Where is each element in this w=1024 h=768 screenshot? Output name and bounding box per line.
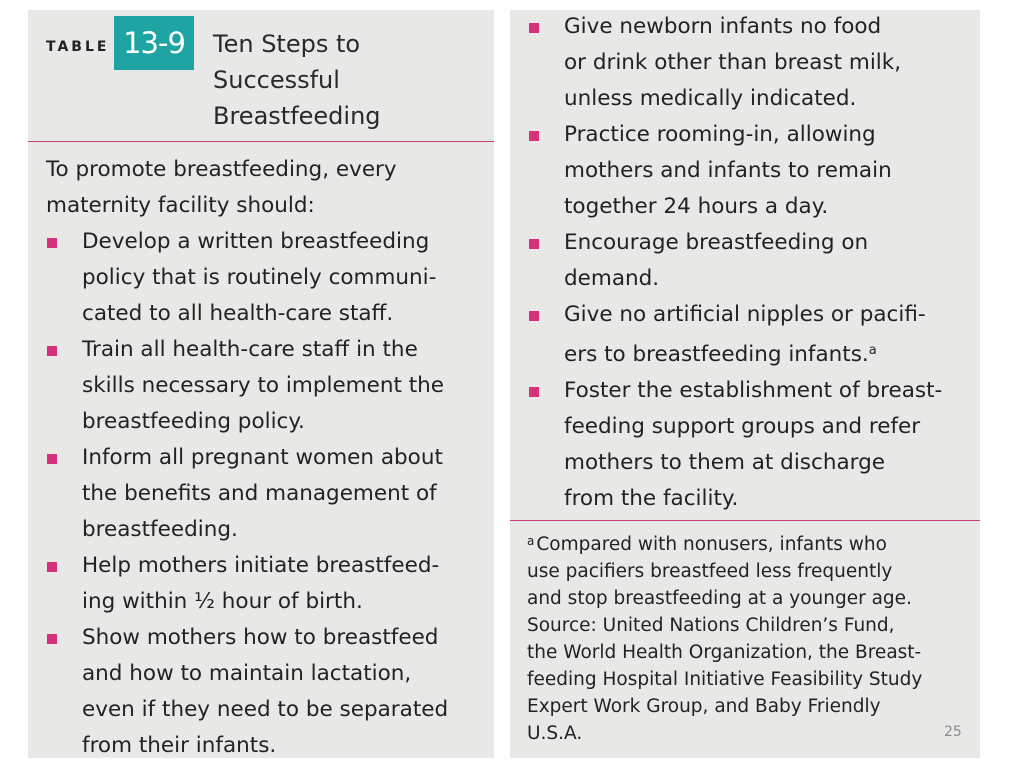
step-line — [82, 728, 448, 764]
step-line — [82, 224, 448, 260]
footnote-line — [527, 720, 922, 747]
footnote-line-text: and stop breastfeeding at a younger age. — [527, 588, 912, 609]
step-line — [82, 656, 448, 692]
footnote-line — [527, 528, 922, 558]
step-line — [82, 296, 448, 332]
table-title-line: Ten Steps to — [213, 30, 361, 58]
step-line-text: unless medically indicated. — [564, 86, 857, 111]
footnote-line-text: Source: United Nations Children’s Fund, — [527, 615, 895, 636]
step-line-text: Give newborn infants no food — [564, 14, 882, 39]
footnote-line-text: Compared with nonusers, infants who — [536, 534, 887, 555]
step-line — [82, 692, 448, 728]
step-line — [82, 260, 448, 296]
step-line — [82, 368, 448, 404]
step-line-text: breastfeeding policy. — [82, 409, 305, 434]
step-line-text: ers to breastfeeding infants. — [564, 342, 869, 367]
step-line — [564, 481, 942, 517]
footnote-line-text: Expert Work Group, and Baby Friendly — [527, 696, 881, 717]
step-line-text: from their infants. — [82, 733, 277, 758]
step-line-text: cated to all health-care staff. — [82, 301, 394, 326]
square-bullet-icon — [529, 23, 539, 33]
square-bullet-icon — [529, 311, 539, 321]
step-line — [82, 512, 448, 548]
step-line — [82, 332, 448, 368]
step-line-text: demand. — [564, 266, 660, 291]
square-bullet-icon — [529, 239, 539, 249]
square-bullet-icon — [47, 562, 57, 572]
steps-list-right — [528, 9, 942, 517]
step-line — [564, 225, 942, 261]
step-line-text: mothers to them at discharge — [564, 450, 885, 475]
step-line-text: skills necessary to implement the — [82, 373, 445, 398]
step-line-text: together 24 hours a day. — [564, 194, 829, 219]
step-line-text: Give no artificial nipples or pacifi- — [564, 302, 926, 327]
square-bullet-icon — [47, 634, 57, 644]
footnote — [527, 528, 922, 747]
intro-text — [46, 152, 397, 224]
page-number: 25 — [944, 724, 962, 740]
step-line — [82, 548, 448, 584]
step-item — [528, 297, 942, 373]
footnote-marker: a — [527, 534, 535, 548]
step-item — [528, 9, 942, 117]
intro-line: maternity facility should: — [46, 193, 315, 218]
step-item — [46, 332, 448, 440]
step-line-text: breastfeeding. — [82, 517, 238, 542]
step-line — [564, 373, 942, 409]
step-line-text: from the facility. — [564, 486, 739, 511]
step-line-text: Encourage breastfeeding on — [564, 230, 869, 255]
step-line — [564, 45, 942, 81]
table-title-line: Breastfeeding — [213, 102, 381, 130]
step-item — [528, 117, 942, 225]
step-line — [564, 189, 942, 225]
step-item — [46, 620, 448, 764]
footnote-line-text: the World Health Organization, the Breast- — [527, 642, 922, 663]
footnote-line — [527, 666, 922, 693]
footnote-line-text: use pacifiers breastfeed less frequently — [527, 561, 893, 582]
step-line — [564, 445, 942, 481]
step-line — [82, 620, 448, 656]
footnote-line — [527, 585, 922, 612]
step-line — [82, 476, 448, 512]
step-line-text: policy that is routinely communi- — [82, 265, 437, 290]
step-line — [564, 9, 942, 45]
step-item — [46, 440, 448, 548]
footnote-divider — [510, 520, 980, 521]
square-bullet-icon — [47, 346, 57, 356]
footnote-line-text: U.S.A. — [527, 723, 583, 744]
table-number-badge: 13-9 — [114, 16, 194, 70]
step-line-text: Develop a written breastfeeding — [82, 229, 430, 254]
step-line — [564, 153, 942, 189]
step-item — [46, 548, 448, 620]
step-item — [46, 224, 448, 332]
step-line — [564, 117, 942, 153]
step-line — [564, 333, 942, 373]
step-line-text: or drink other than breast milk, — [564, 50, 902, 75]
step-line-text: ing within ½ hour of birth. — [82, 589, 363, 614]
step-item — [528, 373, 942, 517]
header-divider — [28, 141, 494, 142]
step-line-text: feeding support groups and refer — [564, 414, 921, 439]
step-line-text: Train all health-care staff in the — [82, 337, 418, 362]
step-line-text: mothers and infants to remain — [564, 158, 892, 183]
step-line — [82, 440, 448, 476]
footnote-line — [527, 558, 922, 585]
step-line-text: Show mothers how to breastfeed — [82, 625, 439, 650]
step-line-text: Practice rooming-in, allowing — [564, 122, 876, 147]
step-line-text: Inform all pregnant women about — [82, 445, 443, 470]
intro-line: To promote breastfeeding, every — [46, 157, 397, 182]
step-line-text: Foster the establishment of breast- — [564, 378, 943, 403]
right-column-panel — [510, 10, 980, 758]
step-line — [564, 261, 942, 297]
step-line — [564, 409, 942, 445]
square-bullet-icon — [47, 238, 57, 248]
table-title-line: Successful — [213, 66, 340, 94]
step-line — [82, 584, 448, 620]
table-label: TABLE — [46, 39, 110, 55]
footnote-line-text: feeding Hospital Initiative Feasibility Study — [527, 669, 923, 690]
step-item — [528, 225, 942, 297]
square-bullet-icon — [529, 131, 539, 141]
step-line — [564, 81, 942, 117]
footnote-line — [527, 612, 922, 639]
footnote-line — [527, 693, 922, 720]
square-bullet-icon — [47, 454, 57, 464]
step-line-text: even if they need to be separated — [82, 697, 449, 722]
step-line-text: and how to maintain lactation, — [82, 661, 412, 686]
footnote-marker: a — [868, 343, 877, 358]
footnote-line — [527, 639, 922, 666]
left-column-panel — [28, 10, 494, 758]
step-line-text: Help mothers initiate breastfeed- — [82, 553, 440, 578]
step-line — [564, 297, 942, 333]
table-title — [213, 26, 381, 134]
step-line-text: the benefits and management of — [82, 481, 437, 506]
steps-list-left — [46, 224, 448, 764]
step-line — [82, 404, 448, 440]
square-bullet-icon — [529, 387, 539, 397]
